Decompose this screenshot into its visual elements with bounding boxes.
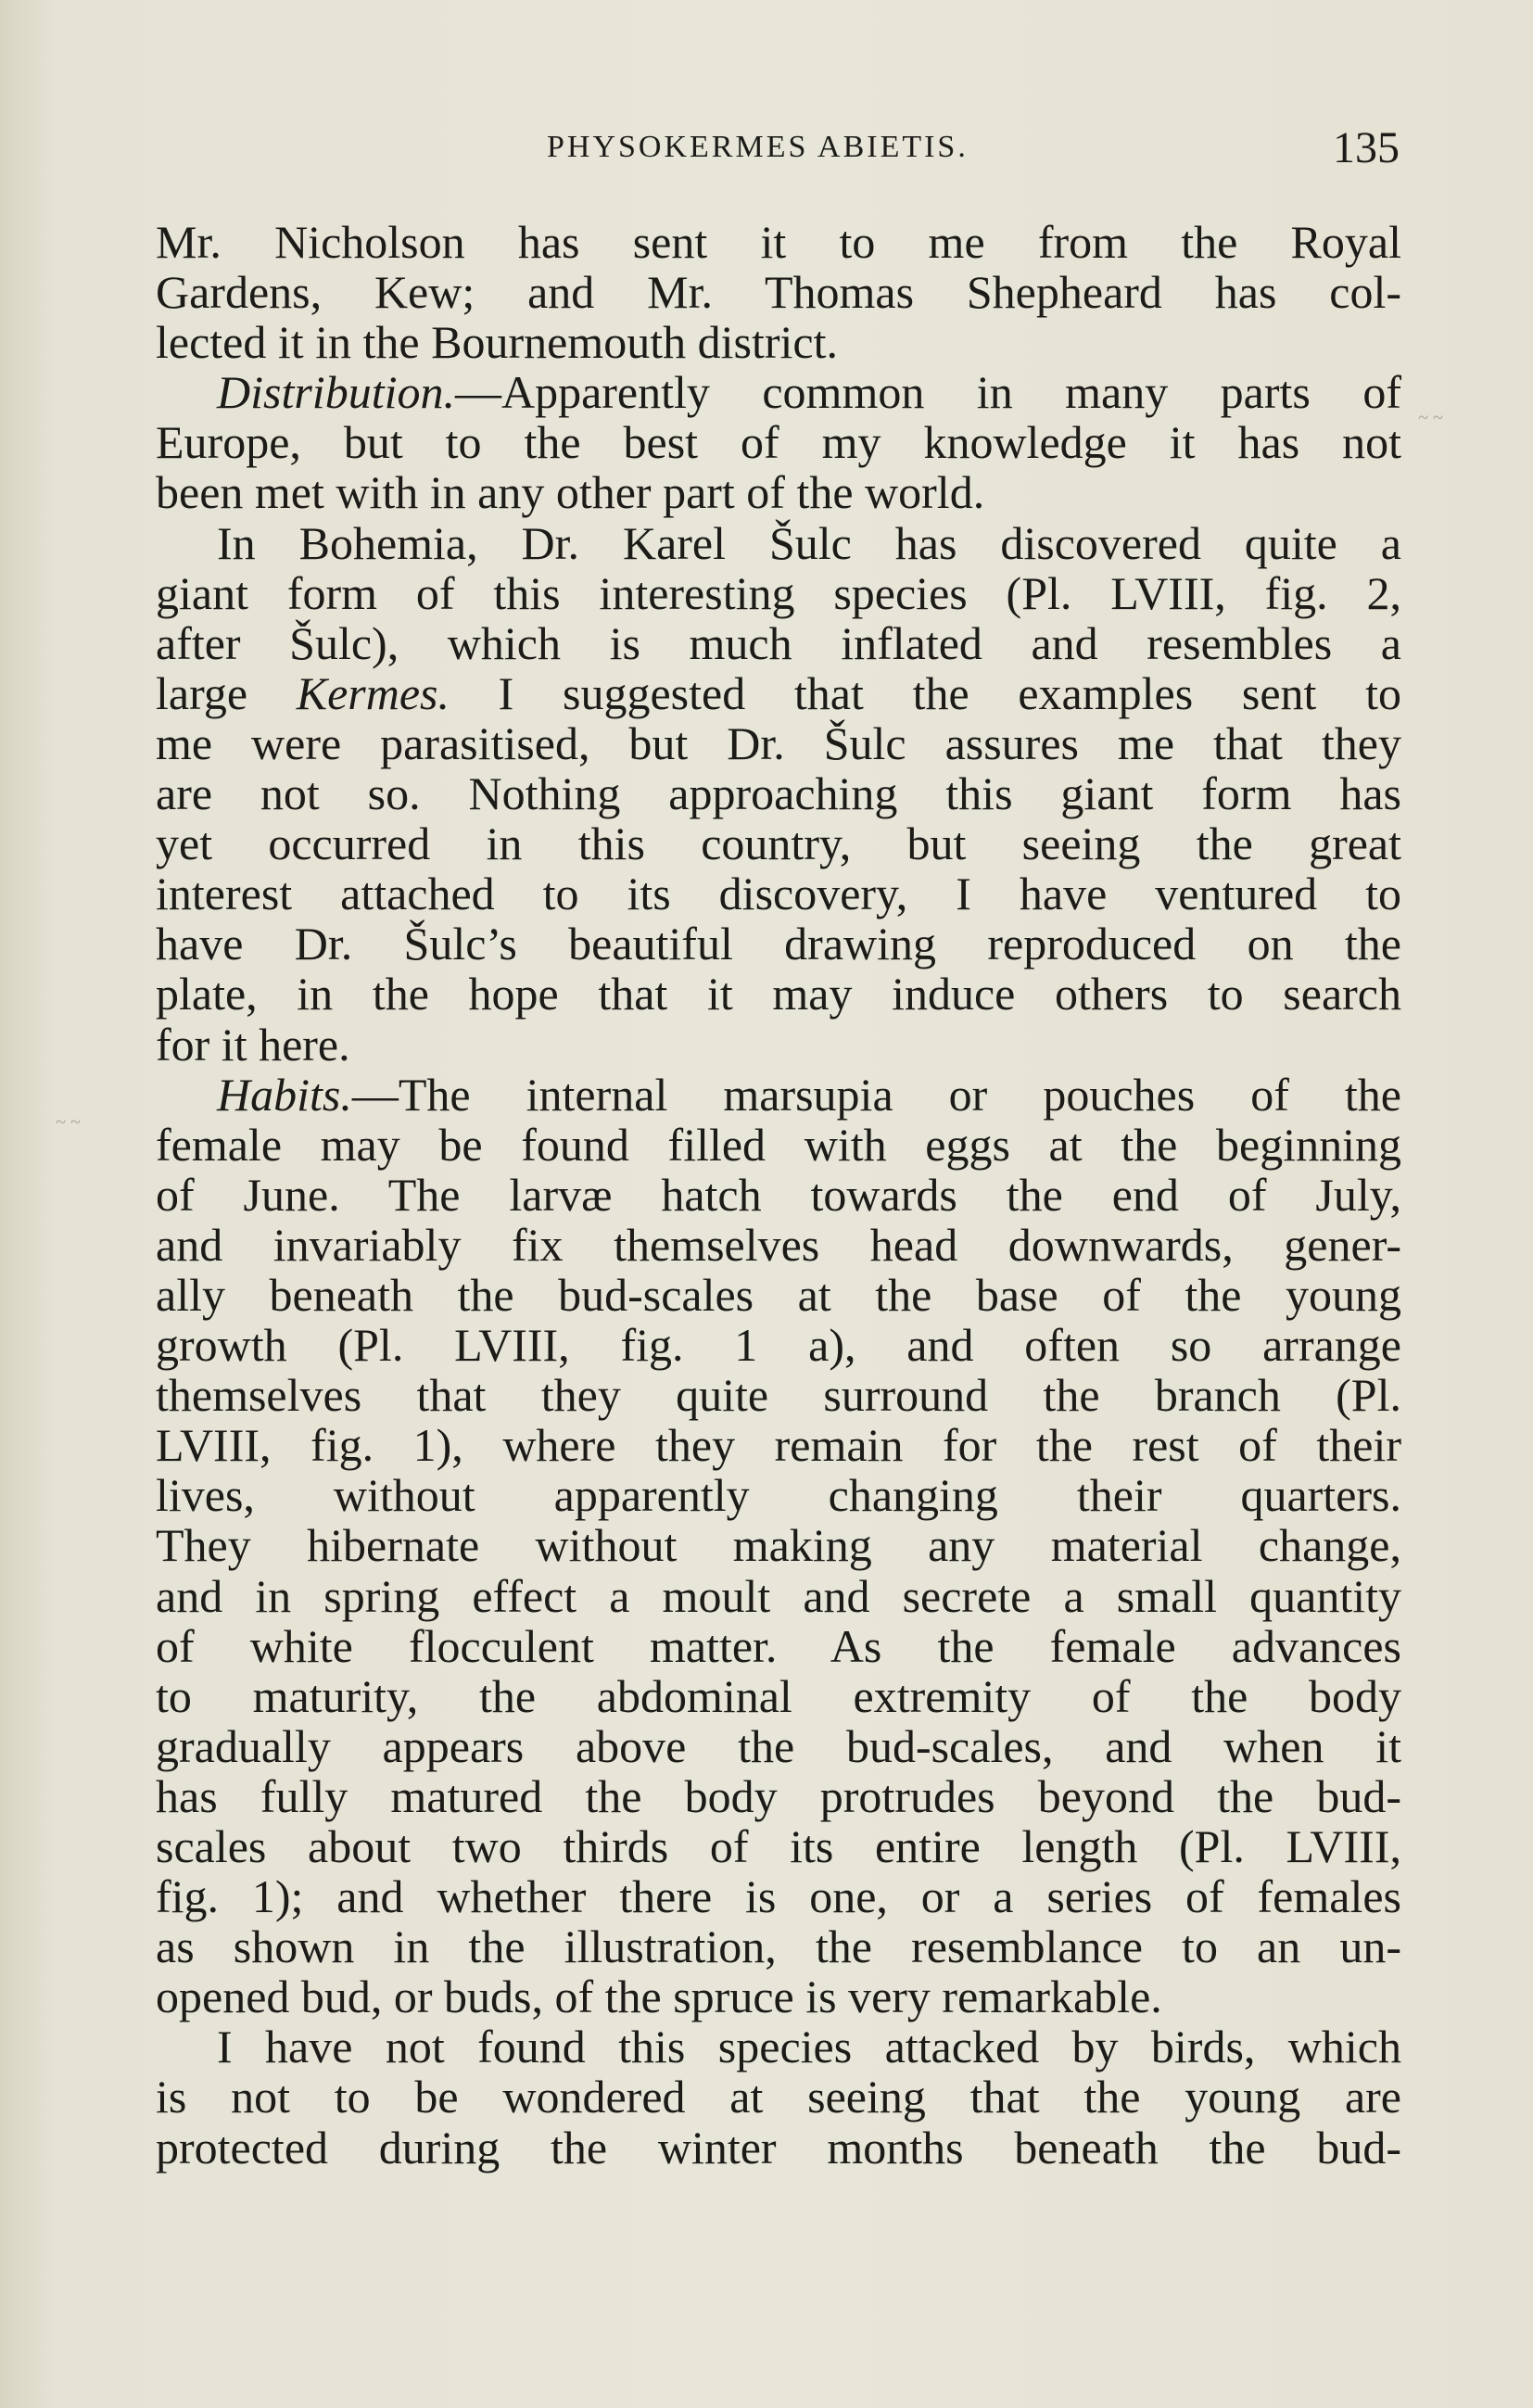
text-line	[156, 467, 1401, 517]
text-line	[156, 1220, 1401, 1270]
line-text: of white flocculent matter. As the female advances	[156, 1619, 1401, 1672]
line-text: of June. The larvæ hatch towards the end of July,	[156, 1168, 1401, 1221]
text-line	[156, 1420, 1401, 1470]
text-line	[156, 1070, 1401, 1120]
text-line	[156, 1470, 1401, 1520]
line-text: after Šulc), which is much inflated and resembles a	[156, 616, 1401, 669]
text-line	[156, 2072, 1401, 2122]
text-line	[156, 1170, 1401, 1220]
page-number: 135	[1333, 123, 1400, 172]
text-line	[156, 1671, 1401, 1721]
text-line	[156, 1270, 1401, 1320]
text-line	[156, 718, 1401, 768]
line-text: I suggested that the examples sent to	[449, 666, 1401, 719]
page-header	[158, 122, 1400, 178]
section-heading: Kermes.	[296, 666, 450, 719]
text-line	[156, 969, 1401, 1019]
text-line	[156, 367, 1401, 417]
text-line	[156, 2123, 1401, 2173]
line-text: protected during the winter months beneath the bud-	[156, 2121, 1401, 2174]
text-line	[156, 1771, 1401, 1821]
text-line	[156, 267, 1401, 317]
text-line	[156, 768, 1401, 818]
line-text: and invariably fix themselves head downwards, gener-	[156, 1218, 1401, 1271]
line-text: growth (Pl. LVIII, fig. 1 a), and often so arrange	[156, 1319, 1401, 1372]
line-text: Mr. Nicholson has sent it to me from the Royal	[156, 216, 1401, 268]
text-line	[156, 1721, 1401, 1771]
line-prefix: large	[156, 666, 297, 719]
running-head: PHYSOKERMES ABIETIS.	[547, 130, 969, 164]
line-text: has fully matured the body protrudes beyond the bud-	[156, 1769, 1401, 1822]
text-line	[156, 1020, 1401, 1070]
text-line	[156, 317, 1401, 367]
line-text: opened bud, or buds, of the spruce is very remarkable.	[156, 1971, 1162, 2023]
text-line	[156, 1921, 1401, 1971]
section-heading: Habits.	[217, 1068, 352, 1121]
line-text: have Dr. Šulc’s beautiful drawing reproduced on the	[156, 918, 1401, 970]
body-text	[156, 217, 1401, 2173]
section-heading: Distribution.	[217, 366, 455, 419]
text-line	[156, 1621, 1401, 1671]
line-text: —Apparently common in many parts of	[454, 366, 1401, 419]
line-text: is not to be wondered at seeing that the young are	[156, 2071, 1401, 2123]
line-text: interest attached to its discovery, I have ventured to	[156, 868, 1401, 920]
text-line	[156, 1971, 1401, 2021]
text-line	[156, 919, 1401, 969]
line-text: —The internal marsupia or pouches of the	[351, 1068, 1401, 1121]
line-text: LVIII, fig. 1), where they remain for the rest of their	[156, 1419, 1401, 1472]
line-text: They hibernate without making any material change,	[156, 1519, 1401, 1572]
line-text: lives, without apparently changing their quarters.	[156, 1469, 1401, 1522]
text-line	[156, 818, 1401, 868]
pencil-marginalia: ~ ~	[1418, 408, 1443, 428]
text-line	[156, 1120, 1401, 1170]
line-text: female may be found filled with eggs at the beginning	[156, 1118, 1401, 1171]
text-line	[156, 217, 1401, 267]
line-text: to maturity, the abdominal extremity of the body	[156, 1669, 1401, 1722]
line-text: plate, in the hope that it may induce others to search	[156, 968, 1401, 1020]
text-line	[156, 417, 1401, 467]
line-text: are not so. Nothing approaching this giant form has	[156, 767, 1401, 820]
text-line	[156, 618, 1401, 668]
text-line	[156, 518, 1401, 568]
line-text: Europe, but to the best of my knowledge it has not	[156, 416, 1401, 469]
line-text: Gardens, Kew; and Mr. Thomas Shepheard has col-	[156, 266, 1401, 319]
line-text: as shown in the illustration, the resemblance to an un-	[156, 1920, 1401, 1973]
line-text: themselves that they quite surround the branch (Pl.	[156, 1369, 1401, 1422]
line-text: been met with in any other part of the world.	[156, 466, 985, 519]
text-line	[156, 1520, 1401, 1570]
line-text: In Bohemia, Dr. Karel Šulc has discovered quite a	[217, 516, 1401, 569]
text-line	[156, 568, 1401, 618]
line-text: scales about two thirds of its entire length (Pl. LVIII,	[156, 1820, 1401, 1872]
text-line	[156, 868, 1401, 919]
line-text: giant form of this interesting species (Pl. LVIII, fig. 2,	[156, 566, 1401, 619]
text-line	[156, 1821, 1401, 1871]
text-line	[156, 1370, 1401, 1420]
text-line	[156, 668, 1401, 718]
text-line	[156, 1571, 1401, 1621]
line-text: me were parasitised, but Dr. Šulc assures me that they	[156, 716, 1401, 769]
text-line	[156, 1320, 1401, 1370]
text-line	[156, 1871, 1401, 1921]
text-line	[156, 2021, 1401, 2072]
line-text: I have not found this species attacked by birds, which	[217, 2021, 1401, 2073]
line-text: fig. 1); and whether there is one, or a series of females	[156, 1870, 1401, 1923]
line-text: for it here.	[156, 1018, 350, 1071]
line-text: lected it in the Bournemouth district.	[156, 316, 838, 369]
line-text: ally beneath the bud-scales at the base of the young	[156, 1268, 1401, 1321]
line-text: gradually appears above the bud-scales, and when it	[156, 1719, 1401, 1772]
line-text: and in spring effect a moult and secrete a small quantity	[156, 1569, 1401, 1622]
line-text: yet occurred in this country, but seeing the great	[156, 817, 1401, 870]
pencil-marginalia: ~ ~	[56, 1112, 81, 1133]
